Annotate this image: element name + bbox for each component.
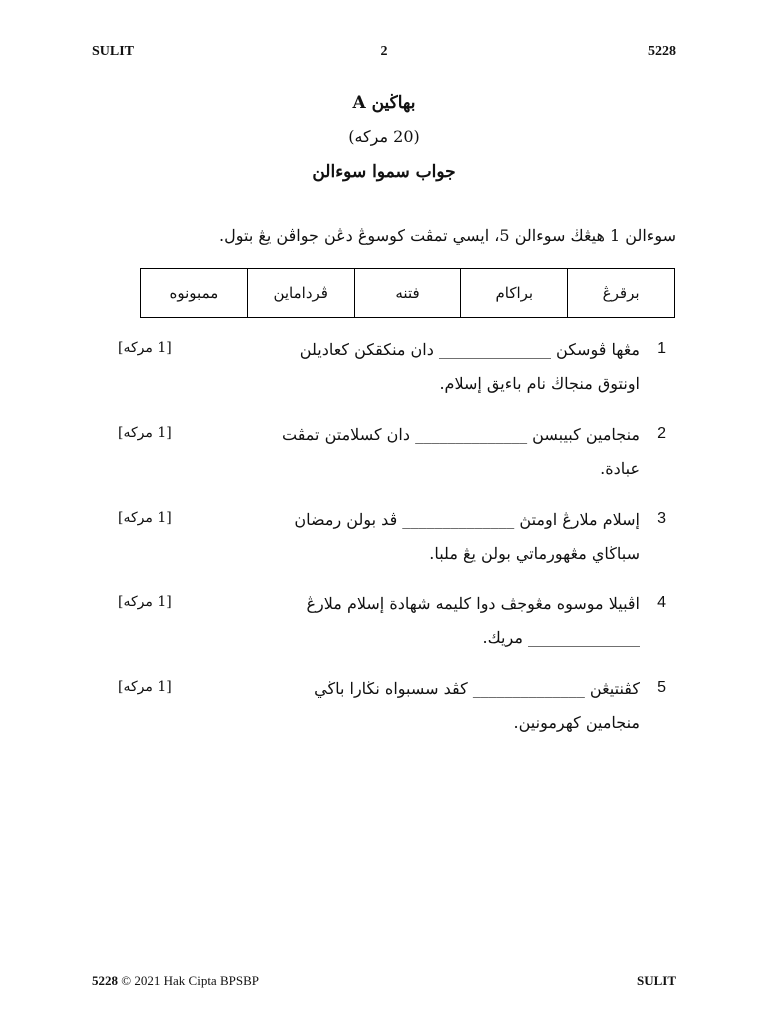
question-mark: [1 مركه] (118, 425, 172, 441)
option-cell: ممبونوه (141, 269, 248, 318)
section-title: بهاڬين A (352, 93, 416, 113)
footer-sulit: SULIT (636, 973, 676, 988)
page-number: 2 (380, 44, 388, 59)
question-text-cont: اونتوق منجاڬ نام باءيق إسلام. (439, 374, 640, 393)
option-cell: ڤرداماين (247, 269, 354, 318)
question-text: إسلام ملارڠ اومتڽ ______________ ڤد بولن رمضان (294, 510, 640, 529)
question-text-cont: ______________ مريك. (482, 628, 640, 647)
question-2 (118, 425, 666, 495)
question-5 (118, 679, 666, 749)
options-table (140, 268, 675, 318)
question-number: 5 (657, 679, 666, 696)
question-text: منجامين كبيبسن ______________ دان كسلامتن تمڤت (281, 425, 640, 444)
section-marks: (20 مركه) (348, 127, 420, 146)
option-cell: برقرڠ (568, 269, 675, 318)
question-text-cont: عبادة. (600, 459, 640, 478)
question-mark: [1 مركه] (118, 594, 172, 610)
footer-copyright: © 2021 Hak Cipta BPSBP (121, 973, 259, 988)
question-1 (118, 340, 666, 410)
question-text-cont: منجامين كهرمونين. (513, 713, 640, 732)
section-instruction: جواب سموا سوءالن (312, 162, 456, 182)
question-3 (118, 510, 666, 580)
question-text: كڤنتيڠن ______________ كڤد سسبواه نڬارا باڬي (314, 679, 640, 698)
option-cell: براكام (461, 269, 568, 318)
header-paper-code: 5228 (648, 44, 676, 59)
footer-code: 5228 (92, 973, 118, 988)
header-sulit-left: SULIT (92, 44, 135, 59)
question-text: اڤبيلا موسوه مڠوجڤ دوا كليمه شهادة إسلام ملارڠ (306, 594, 640, 613)
option-cell: فتنه (354, 269, 461, 318)
question-lead: سوءالن 1 هيڠڬ سوءالن 5، ايسي تمڤت كوسوڠ دڠن جواڤن يڠ بتول. (219, 226, 676, 245)
question-mark: [1 مركه] (118, 340, 172, 356)
question-mark: [1 مركه] (118, 510, 172, 526)
question-number: 3 (657, 510, 666, 527)
question-text-cont: سباڬاي مڠهورماتي بولن يڠ ملبا. (429, 544, 640, 563)
question-4 (118, 594, 666, 664)
question-number: 2 (657, 425, 666, 442)
question-number: 4 (657, 594, 666, 611)
question-number: 1 (657, 340, 666, 357)
footer-left (92, 973, 259, 989)
question-text: مڠها ڤوسكن ______________ دان منكقكن كعاديلن (299, 340, 640, 359)
question-mark: [1 مركه] (118, 679, 172, 695)
